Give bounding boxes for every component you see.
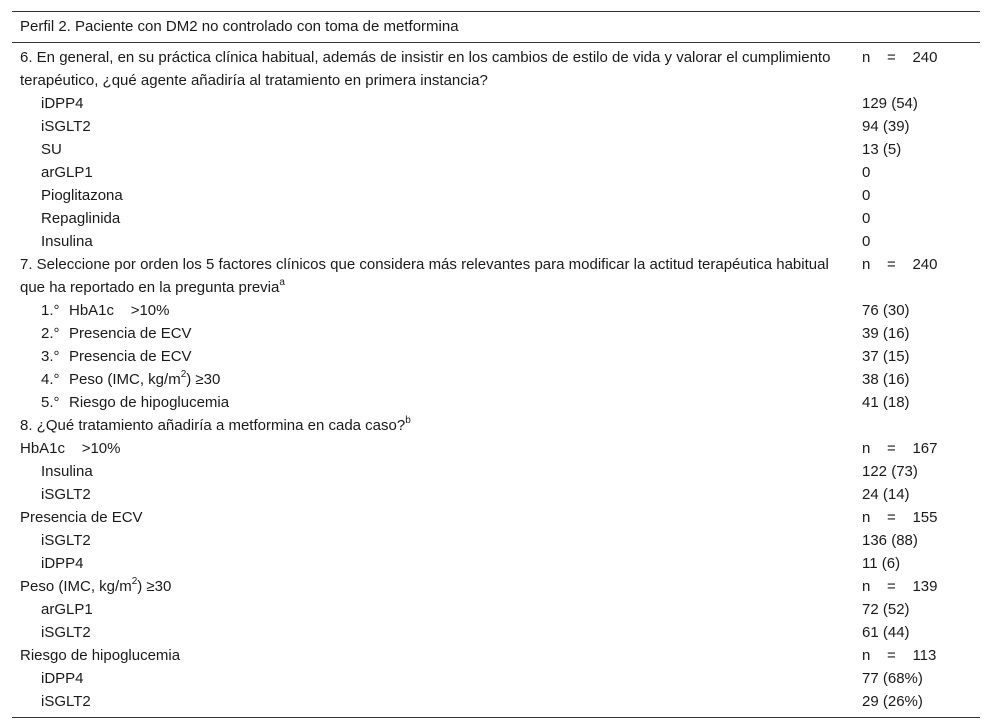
table-row: [12, 299, 980, 322]
row-value: 11 (6): [862, 555, 901, 572]
table-row: [12, 184, 980, 207]
group-n: n = 167: [862, 440, 938, 457]
table-row: [12, 322, 980, 345]
row-label: iSGLT2: [41, 486, 91, 503]
group-label-suffix: ) ≥30: [137, 578, 172, 595]
empty-cell: [854, 414, 980, 437]
table-caption: Perfil 2. Paciente con DM2 no controlado con toma de metformina: [12, 12, 980, 43]
row-label: Insulina: [41, 463, 93, 480]
row-label: [12, 322, 854, 345]
row-value: 72 (52): [862, 601, 910, 618]
row-value: 0: [862, 233, 871, 250]
superscript: 2: [180, 369, 187, 380]
group-label: HbA1c >10%: [20, 440, 121, 457]
group-label-text: Peso (IMC, kg/m: [20, 578, 132, 595]
table-row: [12, 621, 980, 644]
row-value: 129 (54): [862, 95, 918, 112]
table-row: [12, 552, 980, 575]
question-7-row: [12, 253, 980, 299]
row-label: iDPP4: [41, 555, 84, 572]
row-value: 13 (5): [862, 141, 902, 158]
rank: 4.°: [41, 371, 60, 388]
factor: Riesgo de hipoglucemia: [69, 394, 230, 411]
question-6-text: 6. En general, en su práctica clínica habitual, además de insistir en los cambios de estilo de vida y valorar el cumplimiento terapéutico, ¿qué agente añadiría al tratamiento en primera instancia?: [20, 49, 831, 89]
row-label: SU: [41, 141, 62, 158]
table-row: [12, 460, 980, 483]
row-label: Pioglitazona: [41, 187, 123, 204]
row-value: 94 (39): [862, 118, 910, 135]
row-value: 38 (16): [862, 371, 910, 388]
factor: Presencia de ECV: [69, 325, 192, 342]
table-row: [12, 667, 980, 690]
survey-table: [12, 11, 980, 718]
table-row: [12, 138, 980, 161]
group-label: [12, 575, 854, 598]
group-label: Presencia de ECV: [20, 509, 143, 526]
table-row: [12, 161, 980, 184]
row-value: 0: [862, 210, 871, 227]
footnote-a: a: [279, 277, 285, 288]
question-8-text: [12, 414, 854, 437]
table-row: [12, 207, 980, 230]
row-label: iDPP4: [41, 95, 84, 112]
factor: Presencia de ECV: [69, 348, 192, 365]
question-7-n: n = 240: [862, 256, 938, 273]
row-value: 61 (44): [862, 624, 910, 641]
rank: 5.°: [41, 394, 60, 411]
group-n: n = 155: [862, 509, 938, 526]
table-row: [12, 529, 980, 552]
table-row: [12, 115, 980, 138]
row-value: 77 (68%): [862, 670, 923, 687]
question-6-row: [12, 46, 980, 92]
table-row: [12, 230, 980, 253]
question-8-label: 8. ¿Qué tratamiento añadiría a metformina en cada caso?: [20, 417, 406, 434]
row-value: 39 (16): [862, 325, 910, 342]
row-label: arGLP1: [41, 601, 93, 618]
row-value: 24 (14): [862, 486, 910, 503]
row-label: [12, 368, 854, 391]
rank: 1.°: [41, 302, 60, 319]
row-label: iSGLT2: [41, 532, 91, 549]
question-7-text: [12, 253, 854, 299]
row-label: arGLP1: [41, 164, 93, 181]
table-row: [12, 598, 980, 621]
row-value: 0: [862, 164, 871, 181]
superscript: 2: [131, 576, 138, 587]
group-n: n = 113: [862, 647, 937, 664]
row-label: iSGLT2: [41, 118, 91, 135]
table-row: [12, 345, 980, 368]
table-row: [12, 92, 980, 115]
row-label: [12, 299, 854, 322]
factor-suffix: ) ≥30: [186, 371, 221, 388]
row-value: 29 (26%): [862, 693, 923, 710]
group-header: [12, 644, 980, 667]
group-label: Riesgo de hipoglucemia: [20, 647, 181, 664]
table-row: [12, 391, 980, 414]
group-header: [12, 575, 980, 598]
row-label: iSGLT2: [41, 693, 91, 710]
row-label: Insulina: [41, 233, 93, 250]
question-8-row: [12, 414, 980, 437]
row-value: 76 (30): [862, 302, 910, 319]
table-row: [12, 483, 980, 506]
row-value: 41 (18): [862, 394, 910, 411]
factor: Peso (IMC, kg/m: [69, 371, 181, 388]
table-row: [12, 368, 980, 391]
row-label: [12, 391, 854, 414]
row-label: [12, 345, 854, 368]
rank: 3.°: [41, 348, 60, 365]
row-value: 0: [862, 187, 871, 204]
group-header: [12, 506, 980, 529]
row-value: 122 (73): [862, 463, 918, 480]
footnote-b: b: [405, 415, 411, 426]
row-label: iSGLT2: [41, 624, 91, 641]
row-value: 37 (15): [862, 348, 910, 365]
row-value: 136 (88): [862, 532, 918, 549]
factor: HbA1c >10%: [69, 302, 170, 319]
question-6-n: n = 240: [862, 49, 938, 66]
row-label: Repaglinida: [41, 210, 121, 227]
group-n: n = 139: [862, 578, 938, 595]
question-7-label: 7. Seleccione por orden los 5 factores clínicos que considera más relevantes para modificar la actitud terapéutica habitual que ha reportado en la pregunta previa: [20, 256, 829, 296]
group-header: [12, 437, 980, 460]
rank: 2.°: [41, 325, 60, 342]
table-row: [12, 690, 980, 713]
row-label: iDPP4: [41, 670, 84, 687]
